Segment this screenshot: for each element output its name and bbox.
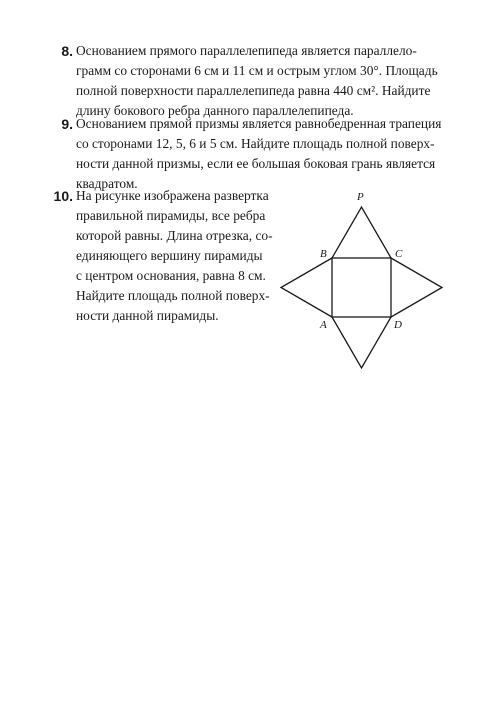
problem-number: 10. — [53, 188, 73, 204]
problem-number: 8. — [61, 43, 73, 59]
problem-line: Найдите площадь полной поверх- — [76, 288, 270, 303]
problem-line: длину бокового ребра данного параллелепипеда. — [76, 103, 354, 118]
problem-line: единяющего вершину пирамиды — [76, 248, 263, 263]
triangle-face-bottom — [332, 317, 391, 368]
triangle-face-left — [281, 258, 332, 317]
vertex-label-d: D — [394, 319, 402, 331]
vertex-label-c: C — [395, 248, 403, 260]
problem-line: полной поверхности параллелепипеда равна 440 см². Найдите — [76, 83, 431, 98]
problem-line: ности данной пирамиды. — [76, 308, 219, 323]
problem-line: Основанием прямого параллелепипеда является параллело- — [76, 43, 417, 58]
problem-line: На рисунке изображена развертка — [76, 188, 269, 203]
problem-line: грамм со сторонами 6 см и 11 см и острым углом 30°. Площадь — [76, 63, 438, 78]
problem-line: правильной пирамиды, все ребра — [76, 208, 266, 223]
problem-line: с центром основания, равна 8 см. — [76, 268, 266, 283]
triangle-face-top — [332, 207, 391, 258]
problem-line: со сторонами 12, 5, 6 и 5 см. Найдите площадь полной поверх- — [76, 136, 435, 151]
vertex-label-a: A — [320, 319, 327, 331]
problem-line: Основанием прямой призмы является равнобедренная трапеция — [76, 116, 442, 131]
problem-number: 9. — [61, 116, 73, 132]
triangle-face-right — [391, 258, 442, 317]
problem-line: которой равны. Длина отрезка, со- — [76, 228, 273, 243]
square-base — [332, 258, 391, 317]
problem-text — [76, 114, 441, 194]
problem-line: ности данной призмы, если ее большая боковая грань является — [76, 156, 436, 171]
vertex-label-b: B — [320, 248, 327, 260]
problem-text — [76, 186, 273, 326]
pyramid-net-figure — [270, 185, 460, 380]
vertex-label-p: P — [357, 191, 364, 203]
problem-line: квадратом. — [76, 176, 138, 191]
problem-text — [76, 41, 438, 121]
